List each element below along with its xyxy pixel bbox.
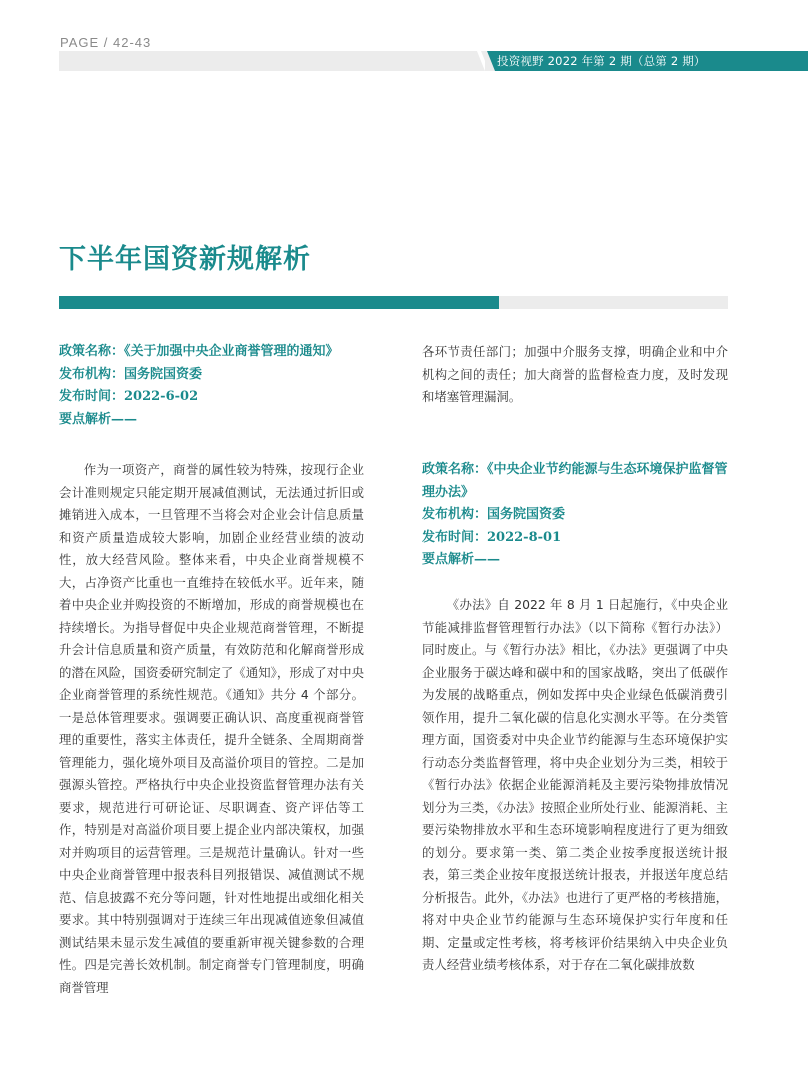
policy-name: 政策名称：《中央企业节约能源与生态环境保护监督管理办法》 [422, 462, 728, 500]
left-body-paragraph: 作为一项资产，商誉的属性较为特殊，按现行企业会计准则规定只能定期开展减值测试，无法通过折旧或摊销进入成本，一旦管理不当将会对企业会计信息质量和资产质量造成较大影响，加剧企业经营业绩的波动性，放大经营风险。整体来看，中央企业商誉规模不大，占净资产比重也一直维持在较低水平。近年来，随着中央企业并购投资的不断增加，形成的商誉规模也在持续增长。为指导督促中央企业规范商誉管理，不断提升会计信息质量和资产质量，有效防范和化解商誉形成的潜在风险，国资委研究制定了《通知》，形成了对中央企业商誉管理的系统性规范。《通知》共分 4 个部分。一是总体管理要求。强调要正确认识、高度重视商誉管理的重要性，落实主体责任，提升全链条、全周期商誉管理能力，强化境外项目及高溢价项目的管控。二是加强源头管控。严格执行中央企业投资监督管理办法有关要求，规范进行可研论证、尽职调查、资产评估等工作，特别是对高溢价项目要上提企业内部决策权，加强对并购项目的运营管理。三是规范计量确认。针对一些中央企业商誉管理中报表科目列报错误、减值测试不规范、信息披露不充分等问题，针对性地提出或细化相关要求。其中特别强调对于连续三年出现减值迹象但减值测试结果未显示发生减值的要重新审视关键参数的合理性。四是完善长效机制。制定商誉专门管理制度，明确商誉管理 [59, 462, 364, 995]
journal-issue-label: 投资视野 2022 年第 2 期（总第 2 期） [497, 54, 706, 68]
policy-analysis-label: 要点解析—— [59, 411, 138, 427]
policy-meta-right [422, 459, 728, 572]
article-title: 下半年国资新规解析 [59, 244, 311, 275]
right-body-paragraph: 《办法》自 2022 年 8 月 1 日起施行，《中央企业节能减排监督管理暂行办法》（以下简称《暂行办法》）同时废止。与《暂行办法》相比，《办法》更强调了中央企业服务于碳达峰和碳中和的国家战略，突出了低碳作为发展的战略重点，例如发挥中央企业绿色低碳消费引领作用，提升二氧化碳的信息化实测水平等。在分类管理方面，国资委对中央企业节约能源与生态环境保护实行动态分类监督管理，将中央企业划分为三类，相较于《暂行办法》依据企业能源消耗及主要污染物排放情况划分为三类，《办法》按照企业所处行业、能源消耗、主要污染物排放水平和生态环境影响程度进行了更为细致的划分。要求第一类、第二类企业按季度报送统计报表，第三类企业按年度报送统计报表，并报送年度总结分析报告。此外，《办法》也进行了更严格的考核措施，将对中央企业节约能源与生态环境保护实行年度和任期、定量或定性考核，将考核评价结果纳入中央企业负责人经营业绩考核体系，对于存在二氧化碳排放数 [422, 597, 728, 972]
policy-meta-left [59, 341, 374, 431]
journal-header-bar [59, 51, 808, 71]
policy-date: 发布时间：2022-6-02 [59, 389, 199, 404]
policy-analysis-label: 要点解析—— [422, 552, 501, 567]
title-underline-grey [499, 296, 728, 309]
policy-name: 政策名称：《关于加强中央企业商誉管理的通知》 [59, 344, 339, 359]
title-underline-teal [59, 296, 499, 309]
right-continuation-paragraph: 各环节责任部门；加强中介服务支撑，明确企业和中介机构之间的责任；加大商誉的监督检查力度，及时发现和堵塞管理漏洞。 [422, 344, 728, 404]
policy-date: 发布时间：2022-8-01 [422, 529, 562, 545]
policy-agency: 发布机构：国务院国资委 [59, 366, 203, 382]
policy-agency: 发布机构：国务院国资委 [422, 507, 566, 522]
page-number-label: PAGE / 42-43 [60, 35, 152, 50]
header-grey-band [59, 51, 529, 71]
